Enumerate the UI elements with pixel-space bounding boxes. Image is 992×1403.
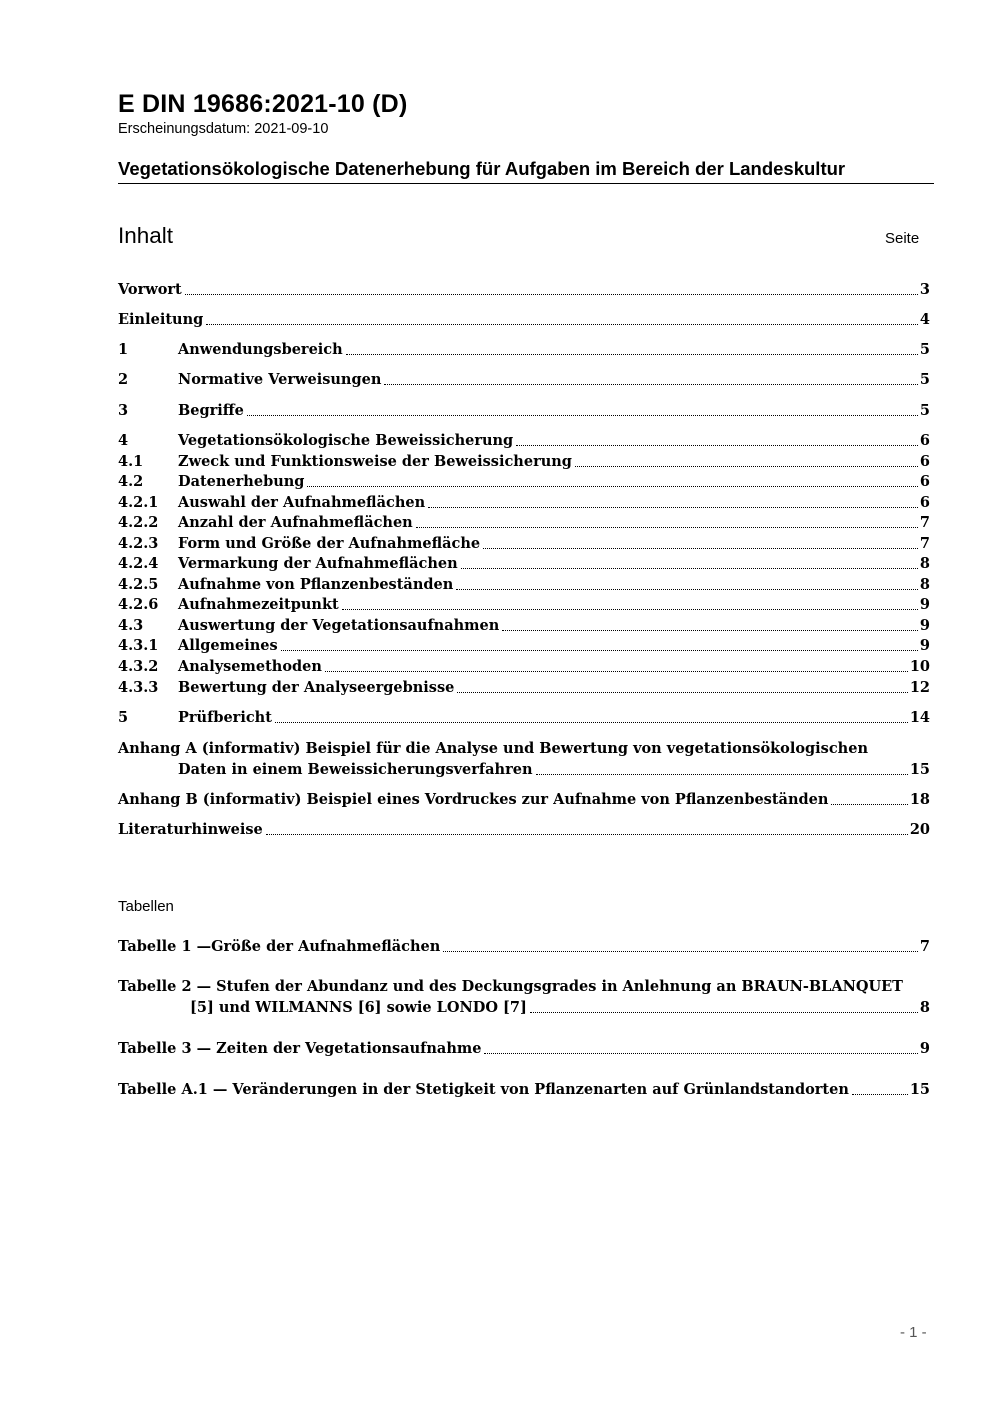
toc-entry-4-3[interactable] bbox=[118, 616, 930, 636]
dot-leader bbox=[536, 760, 908, 775]
toc-entry-page: 7 bbox=[919, 514, 930, 531]
dot-leader bbox=[575, 452, 918, 467]
toc-entry-title: Anzahl der Aufnahmeflächen bbox=[178, 514, 413, 531]
toc-entry-title: Zweck und Funktionsweise der Beweissicherung bbox=[178, 453, 572, 470]
dot-leader bbox=[325, 657, 908, 672]
toc-entry-title: Anhang B (informativ) Beispiel eines Vordruckes zur Aufnahme von Pflanzenbeständen bbox=[118, 791, 829, 808]
dot-leader bbox=[342, 595, 918, 610]
toc-entry-page: 7 bbox=[919, 535, 930, 552]
toc-entry-title: Bewertung der Analyseergebnisse bbox=[178, 679, 455, 696]
toc-entry-literature[interactable] bbox=[118, 820, 930, 840]
toc-entry-title: Vegetationsökologische Beweissicherung bbox=[178, 432, 514, 449]
toc-entry-title: Anhang A (informativ) Beispiel für die Analyse und Bewertung von vegetationsökologischen bbox=[118, 740, 868, 757]
toc-entry-page: 9 bbox=[919, 617, 930, 634]
dot-leader bbox=[502, 616, 918, 631]
toc-entry-page: 18 bbox=[909, 791, 930, 808]
dot-leader bbox=[346, 340, 918, 355]
toc-entry-number: 5 bbox=[118, 709, 129, 726]
table-entry-page: 15 bbox=[909, 1081, 930, 1098]
toc-entry-4-3-2[interactable] bbox=[118, 657, 930, 677]
toc-entry-title: Analysemethoden bbox=[178, 658, 322, 675]
publication-date: Erscheinungsdatum: 2021-09-10 bbox=[118, 121, 329, 137]
toc-entry-title-continued: Daten in einem Beweissicherungsverfahren bbox=[178, 761, 533, 778]
toc-entry-number: 4.1 bbox=[118, 453, 144, 470]
dot-leader bbox=[384, 370, 918, 385]
dot-leader bbox=[852, 1080, 908, 1095]
toc-entry-title: Normative Verweisungen bbox=[178, 371, 382, 388]
dot-leader bbox=[266, 820, 908, 835]
toc-entry-number: 4.3.2 bbox=[118, 658, 159, 675]
table-entry-title: Tabelle 3 — Zeiten der Vegetationsaufnahme bbox=[118, 1040, 482, 1057]
toc-entry-4-2-3[interactable] bbox=[118, 534, 930, 554]
toc-entry-page: 14 bbox=[909, 709, 930, 726]
toc-entry-number: 2 bbox=[118, 371, 129, 388]
toc-entry-title: Aufnahme von Pflanzenbeständen bbox=[178, 576, 454, 593]
toc-entry-title: Begriffe bbox=[178, 402, 244, 419]
toc-entry-number: 4.2.6 bbox=[118, 596, 159, 613]
toc-entry-title: Einleitung bbox=[118, 311, 204, 328]
toc-entry-page: 20 bbox=[909, 821, 930, 838]
toc-entry-4-2-6[interactable] bbox=[118, 595, 930, 615]
dot-leader bbox=[443, 937, 918, 952]
toc-entry-page: 6 bbox=[919, 432, 930, 449]
toc-entry-title: Form und Größe der Aufnahmefläche bbox=[178, 535, 481, 552]
tables-heading: Tabellen bbox=[118, 898, 174, 915]
toc-entry-number: 4.2.3 bbox=[118, 535, 159, 552]
title-divider bbox=[118, 183, 934, 184]
dot-leader bbox=[247, 401, 918, 416]
dot-leader bbox=[461, 554, 918, 569]
toc-entry-title: Literaturhinweise bbox=[118, 821, 263, 838]
toc-entry-einleitung[interactable] bbox=[118, 310, 930, 330]
toc-entry-vorwort[interactable] bbox=[118, 280, 930, 300]
toc-entry-title: Allgemeines bbox=[178, 637, 278, 654]
toc-heading: Inhalt bbox=[118, 223, 174, 248]
toc-entry-page: 5 bbox=[919, 341, 930, 358]
dot-leader bbox=[457, 678, 907, 693]
table-entry-page: 9 bbox=[919, 1040, 930, 1057]
table-entry-a1[interactable] bbox=[118, 1080, 930, 1100]
toc-entry-4-3-3[interactable] bbox=[118, 678, 930, 698]
toc-entry-number: 3 bbox=[118, 402, 129, 419]
toc-entry-title: Anwendungsbereich bbox=[178, 341, 343, 358]
table-entry-3[interactable] bbox=[118, 1039, 930, 1059]
toc-entry-page: 9 bbox=[919, 637, 930, 654]
toc-entry-page: 9 bbox=[919, 596, 930, 613]
dot-leader bbox=[516, 431, 918, 446]
dot-leader bbox=[206, 310, 918, 325]
toc-entry-page: 6 bbox=[919, 494, 930, 511]
toc-entry-title: Vermarkung der Aufnahmeflächen bbox=[178, 555, 458, 572]
dot-leader bbox=[416, 513, 918, 528]
toc-entry-2[interactable] bbox=[118, 370, 930, 390]
dot-leader bbox=[281, 636, 918, 651]
table-entry-title: Tabelle 2 — Stufen der Abundanz und des Deckungsgrades in Anlehnung an BRAUN-BLANQUET bbox=[118, 978, 903, 995]
toc-entry-annex-b[interactable] bbox=[118, 790, 930, 810]
toc-entry-number: 4.3 bbox=[118, 617, 144, 634]
toc-entry-title: Datenerhebung bbox=[178, 473, 305, 490]
toc-entry-4-2-1[interactable] bbox=[118, 493, 930, 513]
dot-leader bbox=[831, 790, 907, 805]
document-id: E DIN 19686:2021-10 (D) bbox=[118, 90, 408, 118]
table-entry-title: Tabelle A.1 — Veränderungen in der Stetigkeit von Pflanzenarten auf Grünlandstandorten bbox=[118, 1081, 849, 1098]
table-entry-title-continued: [5] und WILMANNS [6] sowie LONDO [7] bbox=[190, 999, 527, 1016]
toc-entry-number: 4.2.4 bbox=[118, 555, 159, 572]
table-entry-title: Tabelle 1 —Größe der Aufnahmeflächen bbox=[118, 938, 441, 955]
toc-entry-title: Auswahl der Aufnahmeflächen bbox=[178, 494, 426, 511]
toc-entry-number: 4.2.1 bbox=[118, 494, 159, 511]
toc-entry-4-2[interactable] bbox=[118, 472, 930, 492]
toc-entry-number: 4.3.3 bbox=[118, 679, 159, 696]
document-title: Vegetationsökologische Datenerhebung für Aufgaben im Bereich der Landeskultur bbox=[118, 158, 846, 179]
toc-entry-4-3-1[interactable] bbox=[118, 636, 930, 656]
toc-entry-title: Aufnahmezeitpunkt bbox=[178, 596, 339, 613]
toc-entry-4-2-2[interactable] bbox=[118, 513, 930, 533]
table-entry-page: 7 bbox=[919, 938, 930, 955]
toc-entry-page: 3 bbox=[919, 281, 930, 298]
toc-entry-title: Vorwort bbox=[118, 281, 182, 298]
dot-leader bbox=[484, 1039, 917, 1054]
toc-entry-4-1[interactable] bbox=[118, 452, 930, 472]
dot-leader bbox=[307, 472, 917, 487]
toc-entry-title: Prüfbericht bbox=[178, 709, 272, 726]
toc-entry-page: 6 bbox=[919, 473, 930, 490]
toc-entry-3[interactable] bbox=[118, 401, 930, 421]
dot-leader bbox=[428, 493, 918, 508]
toc-entry-number: 4.2.2 bbox=[118, 514, 159, 531]
toc-entry-number: 4.2.5 bbox=[118, 576, 159, 593]
toc-entry-number: 4.3.1 bbox=[118, 637, 159, 654]
toc-entry-number: 1 bbox=[118, 341, 129, 358]
toc-entry-4[interactable] bbox=[118, 431, 930, 451]
table-entry-page: 8 bbox=[919, 999, 930, 1016]
table-entry-2[interactable] bbox=[118, 977, 930, 1018]
dot-leader bbox=[275, 708, 908, 723]
page-number: - 1 - bbox=[900, 1324, 927, 1341]
toc-entry-page: 10 bbox=[909, 658, 930, 675]
toc-entry-4-2-5[interactable] bbox=[118, 575, 930, 595]
toc-page-label: Seite bbox=[885, 230, 920, 247]
toc-entry-title: Auswertung der Vegetationsaufnahmen bbox=[178, 617, 500, 634]
toc-entry-number: 4 bbox=[118, 432, 129, 449]
dot-leader bbox=[456, 575, 918, 590]
toc-entry-page: 8 bbox=[919, 576, 930, 593]
toc-entry-annex-a[interactable] bbox=[118, 739, 930, 780]
toc-entry-page: 4 bbox=[919, 311, 930, 328]
dot-leader bbox=[185, 280, 918, 295]
dot-leader bbox=[530, 998, 918, 1013]
toc-entry-5[interactable] bbox=[118, 708, 930, 728]
toc-entry-page: 6 bbox=[919, 453, 930, 470]
table-entry-1[interactable] bbox=[118, 937, 930, 957]
toc-entry-number: 4.2 bbox=[118, 473, 144, 490]
dot-leader bbox=[483, 534, 918, 549]
toc-entry-page: 5 bbox=[919, 371, 930, 388]
toc-entry-page: 8 bbox=[919, 555, 930, 572]
toc-entry-page: 5 bbox=[919, 402, 930, 419]
toc-entry-4-2-4[interactable] bbox=[118, 554, 930, 574]
toc-entry-page: 15 bbox=[909, 761, 930, 778]
toc-entry-page: 12 bbox=[909, 679, 930, 696]
toc-entry-1[interactable] bbox=[118, 340, 930, 360]
